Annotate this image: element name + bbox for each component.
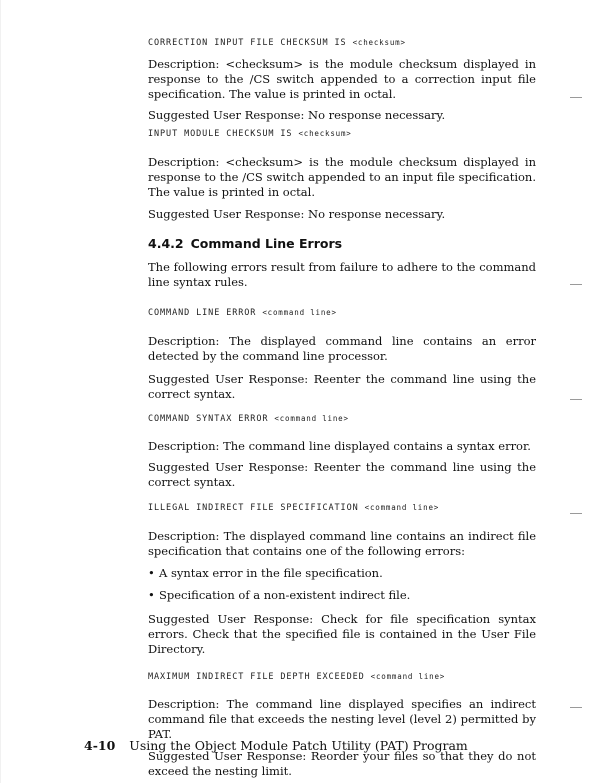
list-item: • Specification of a non-existent indirect file. [148,588,536,603]
list-item: • A syntax error in the file specification. [148,566,536,581]
section-heading [148,236,536,251]
message-argument: <command line> [370,672,446,681]
section-number: 4.4.2 [148,236,184,251]
suggested-response: Suggested User Response: No response necessary. [148,207,446,221]
suggested-response: Suggested User Response: Reenter the command line using the correct syntax. [148,372,536,401]
entry-input-module-checksum [148,129,536,222]
error-command-line [148,308,536,402]
message-line [148,38,536,48]
message-line [148,308,536,318]
suggested-response: Suggested User Response: Reenter the command line using the correct syntax. [148,460,536,489]
message-argument: <command line> [364,503,440,512]
message-text: INPUT MODULE CHECKSUM IS [148,129,293,139]
message-argument: <command line> [262,308,337,317]
suggested-response: Suggested User Response: Check for file specification syntax errors. Check that the specified file is contained in the User File Directory. [148,612,536,656]
description: Description: The command line displayed specifies an indirect command file that exceeds the nesting level (level 2) permitted by PAT. [148,697,536,741]
margin-mark [570,399,582,400]
entry-correction-checksum [148,38,536,123]
message-line [148,129,536,139]
description: Description: The displayed command line contains an error detected by the command line processor. [148,334,536,363]
section-intro: The following errors result from failure to adhere to the command line syntax rules. [148,260,536,289]
message-text: MAXIMUM INDIRECT FILE DEPTH EXCEEDED [148,672,365,682]
error-max-indirect-depth [148,672,536,779]
message-argument: <command line> [274,414,349,423]
page-footer [84,738,468,753]
footer-title: Using the Object Module Patch Utility (PAT) Program [129,738,468,753]
error-illegal-indirect-file [148,503,536,657]
error-command-syntax [148,414,536,490]
margin-mark [570,97,582,98]
description: Description: <checksum> is the module checksum displayed in response to the /CS switch appended to an input file specification. The value is printed in octal. [148,155,536,199]
page-edge-shadow [0,0,1,783]
document-page [148,38,536,779]
suggested-response: Suggested User Response: Reorder your files so that they do not exceed the nesting limit. [148,749,536,778]
page-number: 4-10 [84,738,116,753]
message-text: COMMAND SYNTAX ERROR [148,414,269,424]
description: Description: The command line displayed contains a syntax error. [148,439,531,453]
message-argument: <checksum> [298,129,352,138]
message-argument: <checksum> [352,38,406,47]
margin-mark [570,513,582,514]
suggested-response: Suggested User Response: No response necessary. [148,108,446,122]
section-title: Command Line Errors [190,236,343,251]
message-line [148,672,536,682]
margin-mark [570,284,582,285]
message-text: ILLEGAL INDIRECT FILE SPECIFICATION [148,503,359,513]
message-text: CORRECTION INPUT FILE CHECKSUM IS [148,38,347,48]
description: Description: The displayed command line contains an indirect file specification that contains one of the following errors: [148,529,536,558]
margin-mark [570,707,582,708]
description: Description: <checksum> is the module checksum displayed in response to the /CS switch appended to a correction input file specification. The value is printed in octal. [148,57,536,101]
message-text: COMMAND LINE ERROR [148,308,257,318]
message-line [148,414,536,424]
error-list [148,566,536,603]
message-line [148,503,536,513]
